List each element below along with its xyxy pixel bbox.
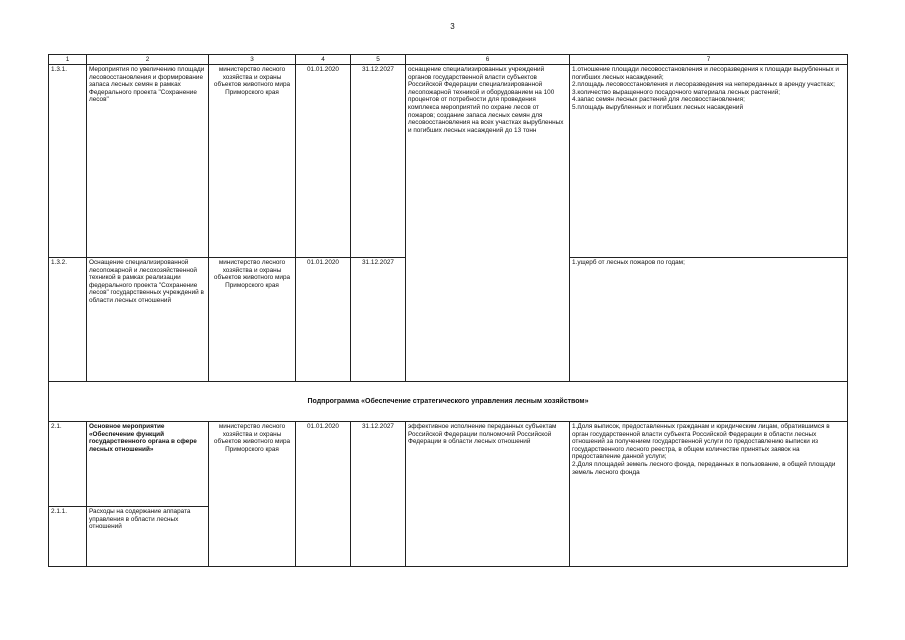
end-date: 31.12.2027 — [351, 258, 406, 382]
indicator-item: 1.Доля выписок, предоставленных гражданам и юридическим лицам, обратившимся в орган государственной власти субъекта Российской Федерации в области лесных отношений за получением государственной услуги по предоставлению выписки из государственного лесного реестра, в общем количестве принятых заявок на предоставление данной услуги; — [572, 423, 830, 461]
executor: министерство лесного хозяйства и охраны объектов животного мира Приморского края — [209, 258, 296, 382]
column-header: 4 — [296, 55, 351, 65]
row-number: 1.3.1. — [49, 65, 87, 258]
executor: министерство лесного хозяйства и охраны объектов животного мира Приморского края — [209, 65, 296, 258]
subprogram-title: Подпрограмма «Обеспечение стратегического управления лесным хозяйством» — [49, 382, 848, 422]
row-number: 1.3.2. — [49, 258, 87, 382]
expected-result: эффективное исполнение переданных субъектам Российской Федерации полномочий Российской Федерации в области лесных отношений — [406, 422, 570, 567]
measure-name: Мероприятия по увеличению площади лесовосстановления и формирование запаса лесных семян в рамках Федерального проекта "Сохранение лесов" — [87, 65, 209, 258]
table-row — [49, 422, 848, 507]
end-date: 31.12.2027 — [351, 422, 406, 567]
measure-name: Основное мероприятие «Обеспечение функций государственного органа в сфере лесных отношений» — [87, 422, 209, 507]
indicator-item: 5.площадь вырубленных и погибших лесных насаждений — [572, 103, 744, 111]
indicator-item: 4.запас семян лесных растений для лесовосстановления; — [572, 96, 745, 104]
table-row — [49, 65, 848, 258]
indicator-item: 2.Доля площадей земель лесного фонда, переданных в пользование, в общей площади земель лесного фонда — [572, 460, 836, 476]
page-number: 3 — [450, 22, 455, 31]
measures-table — [48, 54, 848, 567]
column-header: 2 — [87, 55, 209, 65]
column-header: 1 — [49, 55, 87, 65]
indicators — [570, 422, 848, 567]
column-header: 6 — [406, 55, 570, 65]
row-number: 2.1. — [49, 422, 87, 507]
column-header: 5 — [351, 55, 406, 65]
executor: министерство лесного хозяйства и охраны объектов животного мира Приморского края — [209, 422, 296, 567]
indicator-item: 1.отношение площади лесовосстановления и лесоразведения к площади вырубленных и погибших лесных насаждений; — [572, 66, 839, 81]
column-number-row — [49, 55, 848, 65]
column-header: 3 — [209, 55, 296, 65]
indicator-item: 1.ущерб от лесных пожаров по годам; — [572, 259, 685, 266]
indicator-item: 2.площадь лесовосстановления и лесоразведения на непереданных в аренду участках; — [572, 81, 835, 89]
indicators — [570, 65, 848, 258]
expected-result: оснащение специализированных учреждений органов государственной власти субъектов Российской Федерации специализированной лесопожарной техникой и оборудованием на 100 процентов от потребности для проведения комплекса мероприятий по охране лесов от пожаров; создание запаса лесных семян для лесовосстановления на всех участках вырубленных и погибших лесных насаждений до 13 тонн — [406, 65, 570, 382]
measure-name: Расходы на содержание аппарата управления в области лесных отношений — [87, 507, 209, 567]
indicators — [570, 258, 848, 382]
indicator-item: 3.количество выращенного посадочного материала лесных растений; — [572, 88, 781, 96]
end-date: 31.12.2027 — [351, 65, 406, 258]
column-header: 7 — [570, 55, 848, 65]
measure-name: Оснащение специализированной лесопожарной и лесохозяйственной техникой в рамках реализации федерального проекта "Сохранение лесов" государственных учреждений в области лесных отношений — [87, 258, 209, 382]
start-date: 01.01.2020 — [296, 258, 351, 382]
start-date: 01.01.2020 — [296, 422, 351, 567]
row-number: 2.1.1. — [49, 507, 87, 567]
subprogram-row — [49, 382, 848, 422]
start-date: 01.01.2020 — [296, 65, 351, 258]
